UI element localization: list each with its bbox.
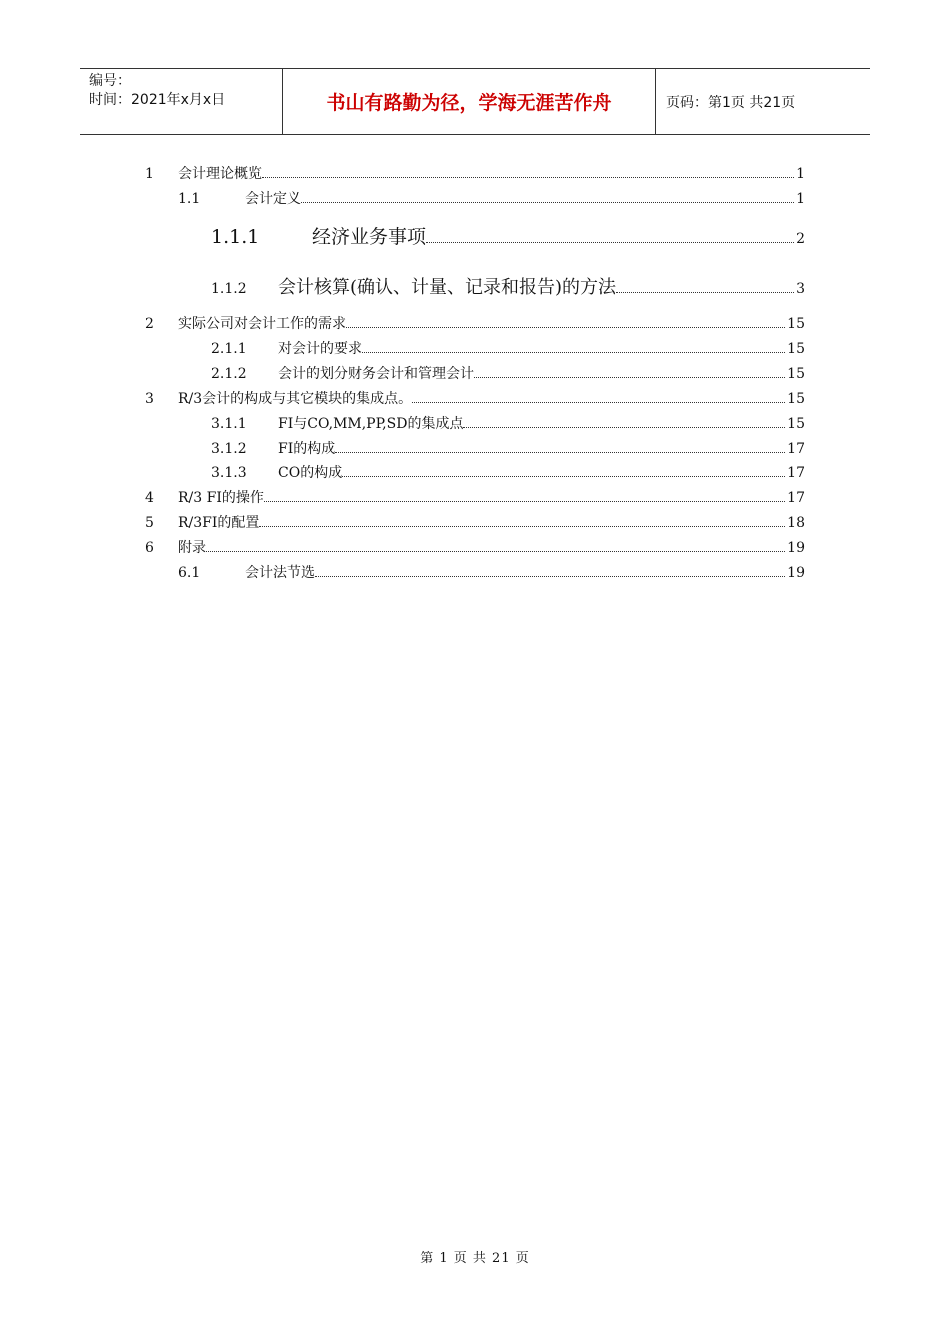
- toc-number: 1.1: [178, 191, 201, 207]
- toc-entry-3-1-2[interactable]: [211, 438, 805, 458]
- toc-number: 5: [145, 515, 154, 531]
- header-page-info: 页码：第1页 共21页: [666, 94, 796, 111]
- toc-number: 6: [145, 540, 154, 556]
- toc-leader: [362, 352, 785, 353]
- toc-title: 经济业务事项: [312, 226, 427, 248]
- toc-leader: [463, 427, 785, 428]
- toc-entry-5[interactable]: [145, 512, 805, 532]
- document-date: 时间：2021年x月x日: [89, 92, 226, 108]
- toc-number: 2.1.1: [211, 341, 247, 357]
- toc-entry-1-1-2[interactable]: [211, 273, 805, 299]
- toc-title: R/3FI的配置: [178, 515, 260, 531]
- toc-title: 会计法节选: [245, 565, 315, 581]
- toc-entry-1[interactable]: [145, 163, 805, 183]
- toc-entry-6[interactable]: [145, 537, 805, 557]
- toc-number: 3.1.3: [211, 465, 247, 481]
- toc-entry-2-1-1[interactable]: [211, 338, 805, 358]
- toc-entry-2[interactable]: [145, 313, 805, 333]
- toc-page: 1: [796, 191, 805, 207]
- toc-entry-4[interactable]: [145, 487, 805, 507]
- toc-page: 1: [796, 166, 805, 182]
- toc-entry-1-1[interactable]: [178, 188, 805, 208]
- toc-leader: [335, 452, 785, 453]
- toc-page: 17: [787, 441, 805, 457]
- toc-page: 17: [787, 465, 805, 481]
- toc-leader: [315, 576, 785, 577]
- toc-title: 对会计的要求: [278, 341, 362, 357]
- toc-page: 15: [787, 316, 805, 332]
- toc-number: 2: [145, 316, 154, 332]
- toc-leader: [262, 177, 794, 178]
- toc-number: 1.1.2: [211, 281, 247, 297]
- toc-page: 15: [787, 391, 805, 407]
- toc-title: R/3会计的构成与其它模块的集成点。: [178, 391, 413, 407]
- toc-leader: [426, 242, 794, 243]
- toc-entry-2-1-2[interactable]: [211, 363, 805, 383]
- toc-title: 会计的划分财务会计和管理会计: [278, 366, 474, 382]
- toc-leader: [412, 402, 785, 403]
- header-meta: [80, 69, 282, 134]
- toc-number: 1.1.1: [211, 226, 260, 248]
- toc-page: 15: [787, 366, 805, 382]
- toc-leader: [301, 202, 794, 203]
- toc-leader: [264, 501, 785, 502]
- toc-page: 18: [787, 515, 805, 531]
- toc-title: FI与CO,MM,PP,SD的集成点: [278, 416, 464, 432]
- toc-title: R/3 FI的操作: [178, 490, 264, 506]
- toc-title: 实际公司对会计工作的需求: [178, 316, 346, 332]
- toc-number: 6.1: [178, 565, 201, 581]
- toc-entry-1-1-1[interactable]: [211, 222, 805, 249]
- toc-number: 1: [145, 166, 154, 182]
- toc-page: 2: [796, 231, 805, 247]
- toc-page: 3: [796, 281, 805, 297]
- page-header: [80, 68, 870, 135]
- toc-number: 2.1.2: [211, 366, 247, 382]
- toc-leader: [259, 526, 785, 527]
- toc-leader: [346, 327, 785, 328]
- toc-entry-3[interactable]: [145, 388, 805, 408]
- page-footer: 第 1 页 共 21 页: [420, 1251, 530, 1266]
- toc-page: 17: [787, 490, 805, 506]
- toc-entry-3-1-1[interactable]: [211, 413, 805, 433]
- toc-leader: [206, 551, 785, 552]
- document-code: 编号：: [89, 73, 131, 89]
- toc-title: CO的构成: [278, 465, 343, 481]
- toc-number: 4: [145, 490, 154, 506]
- header-motto: 书山有路勤为径，学海无涯苦作舟: [282, 69, 656, 134]
- toc-leader: [342, 476, 785, 477]
- toc-title: 会计理论概览: [178, 166, 262, 182]
- toc-title: 会计定义: [245, 191, 301, 207]
- toc-page: 19: [787, 565, 805, 581]
- toc-number: 3: [145, 391, 154, 407]
- toc-number: 3.1.1: [211, 416, 247, 432]
- toc-page: 15: [787, 416, 805, 432]
- toc-title: 会计核算(确认、计量、记录和报告)的方法: [278, 277, 617, 298]
- toc-number: 3.1.2: [211, 441, 247, 457]
- toc-leader: [474, 377, 785, 378]
- toc-entry-3-1-3[interactable]: [211, 462, 805, 482]
- toc-title: 附录: [178, 540, 206, 556]
- toc-page: 15: [787, 341, 805, 357]
- toc-leader: [616, 292, 794, 293]
- toc-page: 19: [787, 540, 805, 556]
- toc-entry-6-1[interactable]: [178, 562, 805, 582]
- toc-title: FI的构成: [278, 441, 336, 457]
